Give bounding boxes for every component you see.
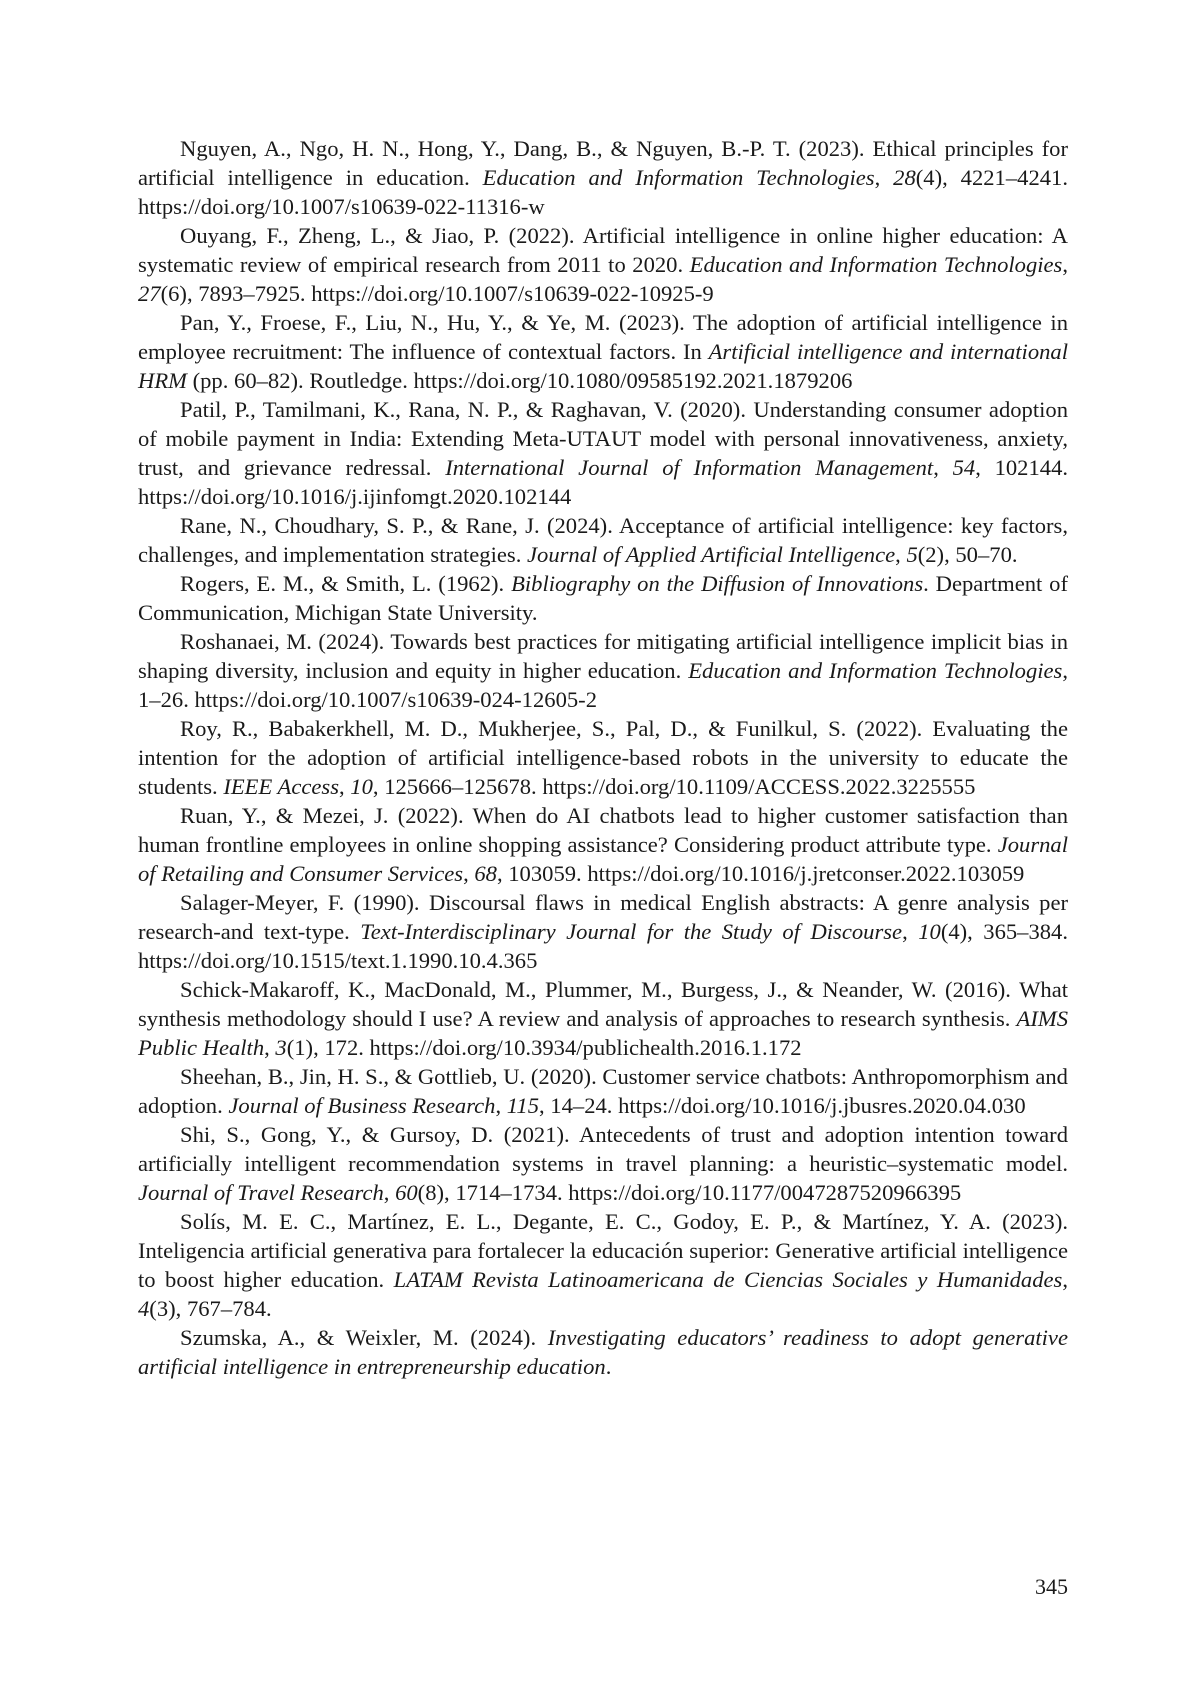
reference-details: . bbox=[605, 1354, 612, 1379]
reference-source: Artificial intelligence and international HRM bbox=[138, 339, 1069, 393]
reference-source: Text-Interdisciplinary Journal for the Study of Discourse bbox=[360, 919, 903, 944]
reference-authors: Solís, M. E. C., Martínez, E. L., Degante, E. C., Godoy, E. P., & Martínez, Y. A. (2023). bbox=[180, 1209, 1068, 1234]
reference-entry bbox=[138, 221, 1068, 308]
reference-separator: , bbox=[1062, 1267, 1068, 1292]
reference-details: (4), 365–384. https://doi.org/10.1515/text.1.1990.10.4.365 bbox=[138, 919, 1068, 973]
reference-authors: Rane, N., Choudhary, S. P., & Rane, J. (2024). bbox=[180, 513, 613, 538]
reference-details: (8), 1714–1734. https://doi.org/10.1177/0047287520966395 bbox=[417, 1180, 962, 1205]
reference-authors: Ouyang, F., Zheng, L., & Jiao, P. (2022). bbox=[180, 223, 575, 248]
reference-volume: 28 bbox=[893, 165, 916, 190]
reference-entry bbox=[138, 511, 1068, 569]
reference-authors: Schick-Makaroff, K., MacDonald, M., Plummer, M., Burgess, J., & Neander, W. (2016). bbox=[180, 977, 1011, 1002]
reference-separator: , bbox=[1062, 252, 1068, 277]
reference-volume: 3 bbox=[275, 1035, 287, 1060]
reference-separator: , bbox=[463, 861, 475, 886]
reference-source: Journal of Retailing and Consumer Services bbox=[138, 832, 1068, 886]
reference-entry bbox=[138, 1062, 1068, 1120]
reference-volume: 68 bbox=[474, 861, 497, 886]
reference-details: , 14–24. https://doi.org/10.1016/j.jbusres.2020.04.030 bbox=[539, 1093, 1026, 1118]
reference-authors: Roy, R., Babakerkhell, M. D., Mukherjee, S., Pal, D., & Funilkul, S. (2022). bbox=[180, 716, 923, 741]
reference-separator: , bbox=[264, 1035, 276, 1060]
reference-entry bbox=[138, 1207, 1068, 1323]
reference-entry bbox=[138, 1323, 1068, 1381]
reference-authors: Pan, Y., Froese, F., Liu, N., Hu, Y., & Ye, M. (2023). bbox=[180, 310, 685, 335]
reference-list bbox=[138, 134, 1068, 1381]
reference-separator: , bbox=[874, 165, 894, 190]
reference-volume: 5 bbox=[906, 542, 918, 567]
reference-details: , 1–26. https://doi.org/10.1007/s10639-024-12605-2 bbox=[138, 658, 1068, 712]
reference-source: International Journal of Information Management bbox=[445, 455, 934, 480]
reference-title: Acceptance of artificial intelligence: key factors, challenges, and implementation strategies. bbox=[138, 513, 1069, 567]
reference-entry bbox=[138, 714, 1068, 801]
reference-authors: Shi, S., Gong, Y., & Gursoy, D. (2021). bbox=[180, 1122, 570, 1147]
reference-details: . Department of Communication, Michigan State University. bbox=[138, 571, 1068, 625]
reference-title: Inteligencia artificial generativa para fortalecer la educación superior: Generative artificial intelligence to boost higher education. bbox=[138, 1238, 1068, 1292]
reference-source: Education and Information Technologies bbox=[688, 658, 1063, 683]
reference-source: Bibliography on the Diffusion of Innovations bbox=[511, 571, 924, 596]
reference-source: Investigating educators’ readiness to adopt generative artificial intelligence in entrepreneurship education bbox=[138, 1325, 1068, 1379]
reference-volume: 10 bbox=[918, 919, 941, 944]
reference-authors: Salager-Meyer, F. (1990). bbox=[180, 890, 420, 915]
reference-details: , 125666–125678. https://doi.org/10.1109/ACCESS.2022.3225555 bbox=[372, 774, 976, 799]
reference-volume: 27 bbox=[138, 281, 161, 306]
reference-authors: Sheehan, B., Jin, H. S., & Gottlieb, U. (2020). bbox=[180, 1064, 597, 1089]
reference-details: (pp. 60–82). Routledge. https://doi.org/10.1080/09585192.2021.1879206 bbox=[186, 368, 853, 393]
reference-title: Evaluating the intention for the adoption of artificial intelligence-based robots in the university to educate the students. bbox=[138, 716, 1068, 799]
reference-authors: Szumska, A., & Weixler, M. (2024). bbox=[180, 1325, 537, 1350]
reference-title: Discoursal flaws in medical English abstracts: A genre analysis per research-and text-type. bbox=[138, 890, 1068, 944]
reference-title: The adoption of artificial intelligence in employee recruitment: The influence of contextual factors. In bbox=[138, 310, 1068, 364]
reference-separator: , bbox=[902, 919, 919, 944]
reference-title: Antecedents of trust and adoption intention toward artificially intelligent recommendation systems in travel planning: a heuristic–systematic model. bbox=[138, 1122, 1068, 1176]
reference-volume: 54 bbox=[952, 455, 976, 480]
page-number: 345 bbox=[1035, 1574, 1068, 1599]
reference-entry bbox=[138, 627, 1068, 714]
reference-details: (4), 4221–4241. https://doi.org/10.1007/s10639-022-11316-w bbox=[138, 165, 1068, 219]
reference-details: (6), 7893–7925. https://doi.org/10.1007/s10639-022-10925-9 bbox=[160, 281, 714, 306]
reference-volume: 60 bbox=[395, 1180, 418, 1205]
reference-entry bbox=[138, 134, 1068, 221]
reference-entry bbox=[138, 1120, 1068, 1207]
reference-source: Journal of Applied Artificial Intelligence bbox=[527, 542, 896, 567]
reference-source: IEEE Access bbox=[223, 774, 339, 799]
reference-details: , 102144. https://doi.org/10.1016/j.ijinfomgt.2020.102144 bbox=[138, 455, 1069, 509]
reference-entry bbox=[138, 975, 1068, 1062]
reference-title: Towards best practices for mitigating artificial intelligence implicit bias in shaping diversity, inclusion and equity in higher education. bbox=[138, 629, 1068, 683]
reference-entry bbox=[138, 801, 1068, 888]
reference-details: (1), 172. https://doi.org/10.3934/publichealth.2016.1.172 bbox=[286, 1035, 802, 1060]
reference-entry bbox=[138, 888, 1068, 975]
reference-details: , 103059. https://doi.org/10.1016/j.jretconser.2022.103059 bbox=[496, 861, 1025, 886]
reference-separator: , bbox=[339, 774, 351, 799]
reference-volume: 4 bbox=[138, 1296, 150, 1321]
reference-title: What synthesis methodology should I use? A review and analysis of approaches to research synthesis. bbox=[138, 977, 1068, 1031]
reference-authors: Patil, P., Tamilmani, K., Rana, N. P., & Raghavan, V. (2020). bbox=[180, 397, 746, 422]
reference-details: (2), 50–70. bbox=[917, 542, 1018, 567]
reference-title: Ethical principles for artificial intelligence in education. bbox=[138, 136, 1068, 190]
reference-volume: 115 bbox=[506, 1093, 539, 1118]
reference-source: Education and Information Technologies bbox=[689, 252, 1063, 277]
reference-authors: Nguyen, A., Ngo, H. N., Hong, Y., Dang, B., & Nguyen, B.-P. T. (2023). bbox=[180, 136, 865, 161]
reference-entry bbox=[138, 395, 1068, 511]
reference-source: AIMS Public Health bbox=[138, 1006, 1068, 1060]
reference-source: Journal of Business Research bbox=[228, 1093, 496, 1118]
reference-title: Understanding consumer adoption of mobile payment in India: Extending Meta-UTAUT model with personal innovativeness, anxiety, trust, and grievance redressal. bbox=[138, 397, 1068, 480]
reference-source: LATAM Revista Latinoamericana de Ciencias Sociales y Humanidades bbox=[393, 1267, 1063, 1292]
reference-separator: , bbox=[383, 1180, 396, 1205]
reference-entry bbox=[138, 308, 1068, 395]
reference-separator: , bbox=[495, 1093, 507, 1118]
reference-title: When do AI chatbots lead to higher customer satisfaction than human frontline employees in online shopping assistance? Considering product attribute type. bbox=[138, 803, 1068, 857]
reference-separator: , bbox=[895, 542, 907, 567]
reference-title bbox=[536, 1325, 548, 1350]
reference-authors: Rogers, E. M., & Smith, L. (1962). bbox=[180, 571, 505, 596]
reference-title: Artificial intelligence in online higher education: A systematic review of empirical research from 2011 to 2020. bbox=[138, 223, 1068, 277]
reference-separator: , bbox=[933, 455, 953, 480]
reference-entry bbox=[138, 569, 1068, 627]
reference-title: Customer service chatbots: Anthropomorphism and adoption. bbox=[138, 1064, 1068, 1118]
reference-authors: Roshanaei, M. (2024). bbox=[180, 629, 385, 654]
reference-volume: 10 bbox=[350, 774, 373, 799]
reference-source: Journal of Travel Research bbox=[138, 1180, 384, 1205]
reference-source: Education and Information Technologies bbox=[482, 165, 875, 190]
reference-details: (3), 767–784. bbox=[149, 1296, 272, 1321]
reference-authors: Ruan, Y., & Mezei, J. (2022). bbox=[180, 803, 464, 828]
